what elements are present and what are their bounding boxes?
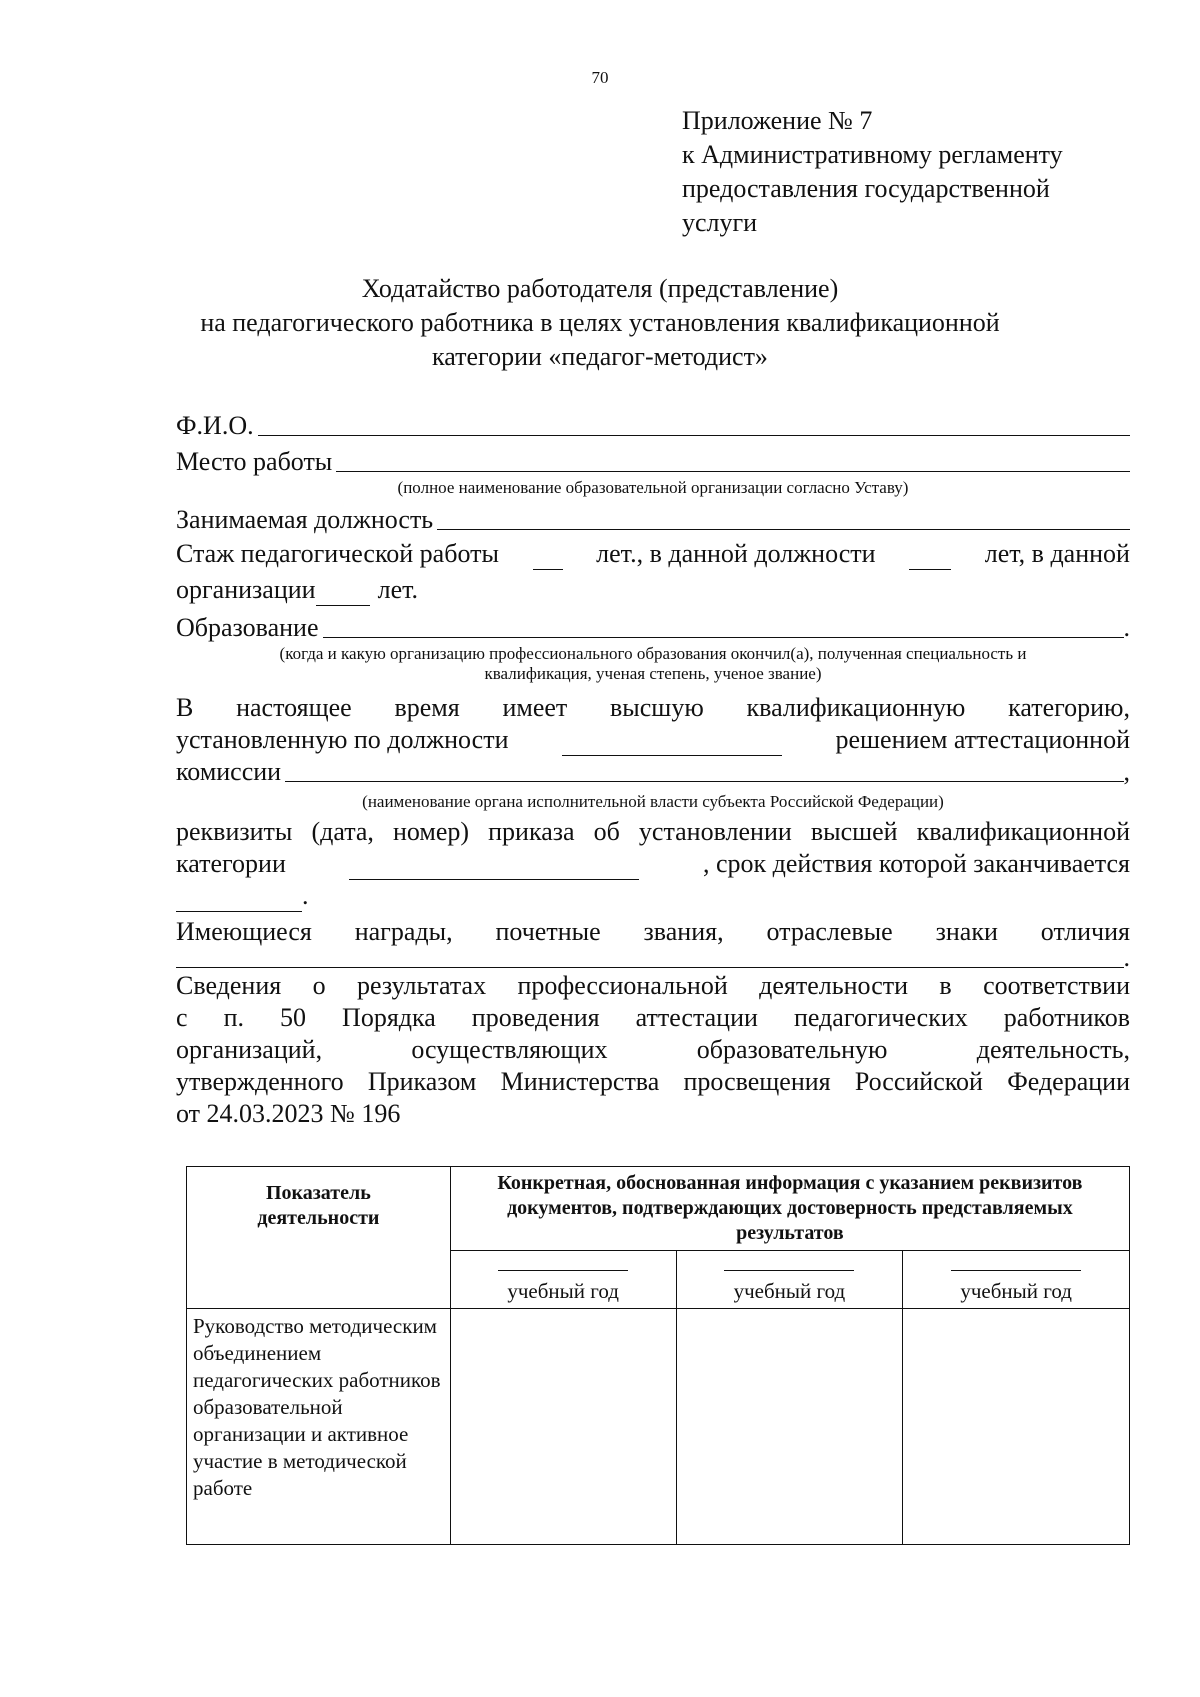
fio-line[interactable] (258, 434, 1130, 436)
commission-line[interactable] (285, 780, 1123, 782)
annex-line: услуги (682, 208, 758, 237)
requisites-line-3: . (176, 880, 1130, 912)
year-label: учебный год (733, 1279, 846, 1303)
requisites-block (176, 816, 1130, 912)
info-paragraph (176, 970, 1130, 1130)
org-years-row (176, 574, 1130, 606)
education-hint-line: (когда и какую организацию профессионального образования окончил(а), полученная специальность и (279, 644, 1027, 663)
education-label: Образование (176, 613, 319, 642)
info-cell[interactable] (903, 1309, 1130, 1545)
requisites-text: , срок действия которой заканчивается (702, 849, 1130, 878)
document-title (160, 272, 1040, 374)
experience-text: Стаж педагогической работы (176, 539, 499, 568)
position-label: Занимаемая должность (176, 505, 434, 534)
info-cell[interactable] (676, 1309, 903, 1545)
commission-hint: (наименование органа исполнительной власти субъекта Российской Федерации) (362, 792, 944, 811)
annex-line: к Административному регламенту (682, 140, 1063, 169)
education-hint-line: квалификация, ученая степень, ученое звание) (484, 664, 822, 683)
org-years-blank[interactable] (316, 581, 370, 606)
experience-text: лет., в данной должности (596, 539, 876, 568)
info-line: от 24.03.2023 № 196 (176, 1099, 401, 1128)
education-hint (176, 644, 1130, 684)
current-line-3[interactable]: комиссии , (176, 757, 1130, 786)
awards-line-row[interactable]: . (176, 948, 1130, 974)
experience-row (176, 538, 1130, 570)
awards-block (176, 916, 1130, 974)
current-category (176, 692, 1130, 788)
position-years-blank[interactable] (909, 545, 951, 570)
year-label: учебный год (960, 1279, 1072, 1303)
requisites-text: категории (176, 849, 286, 878)
info-line: Сведения о результатах профессиональной деятельности в соответствии (176, 971, 1130, 1000)
experience-text: лет, в данной (984, 539, 1130, 568)
education-field[interactable]: Образование . (176, 613, 1130, 642)
page-number: 70 (591, 68, 609, 87)
annex-line: предоставления государственной (682, 174, 1050, 203)
col-indicator-header: Показатель деятельности (187, 1167, 451, 1309)
current-text: В настоящее время имеет высшую квалификационную категорию, (176, 693, 1130, 722)
table-row (187, 1309, 1130, 1545)
awards-line[interactable] (176, 966, 1124, 968)
education-line[interactable] (323, 636, 1124, 638)
info-line: организаций, осуществляющих образовательную деятельность, (176, 1035, 1130, 1064)
indicator-cell: Руководство методическим объединением педагогических работников образовательной организации и активное участие в методической работе (187, 1309, 451, 1545)
workplace-hint: (полное наименование образовательной организации согласно Уставу) (397, 478, 909, 497)
workplace-label: Место работы (176, 447, 333, 476)
commission-label: комиссии (176, 757, 282, 786)
requisites-line-2 (176, 848, 1130, 880)
info-line: утвержденного Приказом Министерства просвещения Российской Федерации (176, 1067, 1130, 1096)
title-line: на педагогического работника в целях установления квалификационной (200, 308, 1000, 337)
col-info-header: Конкретная, обоснованная информация с указанием реквизитов документов, подтверждающих достоверность представляемых результатов (450, 1167, 1129, 1251)
requisites-line-1: реквизиты (дата, номер) приказа об установлении высшей квалификационной (176, 817, 1130, 846)
title-line: категории «педагог-методист» (432, 342, 768, 371)
current-text: установленную по должности (176, 725, 509, 754)
fio-label: Ф.И.О. (176, 411, 254, 440)
year-label: учебный год (507, 1279, 619, 1303)
fio-field[interactable] (176, 410, 1130, 442)
position-field[interactable] (176, 504, 1130, 536)
year-cell[interactable] (676, 1251, 903, 1309)
annex-block (682, 104, 1063, 240)
year-cell[interactable] (450, 1251, 676, 1309)
position-blank[interactable] (562, 731, 782, 756)
workplace-field[interactable] (176, 446, 1130, 478)
awards-label: Имеющиеся награды, почетные звания, отраслевые знаки отличия (176, 917, 1130, 946)
experience-text: организации (176, 575, 316, 604)
experience-blank[interactable] (533, 545, 563, 570)
results-table (186, 1166, 1130, 1545)
workplace-line[interactable] (336, 470, 1130, 472)
position-line[interactable] (437, 528, 1130, 530)
expiry-blank[interactable] (176, 887, 302, 912)
info-cell[interactable] (450, 1309, 676, 1545)
title-line: Ходатайство работодателя (представление) (361, 274, 839, 303)
table-header-row (187, 1167, 1130, 1251)
order-blank[interactable] (349, 855, 639, 880)
current-line-1 (176, 692, 1130, 724)
annex-line: Приложение № 7 (682, 106, 873, 135)
info-line: с п. 50 Порядка проведения аттестации педагогических работников (176, 1003, 1130, 1032)
current-text: решением аттестационной (835, 725, 1130, 754)
year-cell[interactable] (903, 1251, 1130, 1309)
experience-text: лет. (377, 575, 419, 604)
current-line-2 (176, 724, 1130, 756)
